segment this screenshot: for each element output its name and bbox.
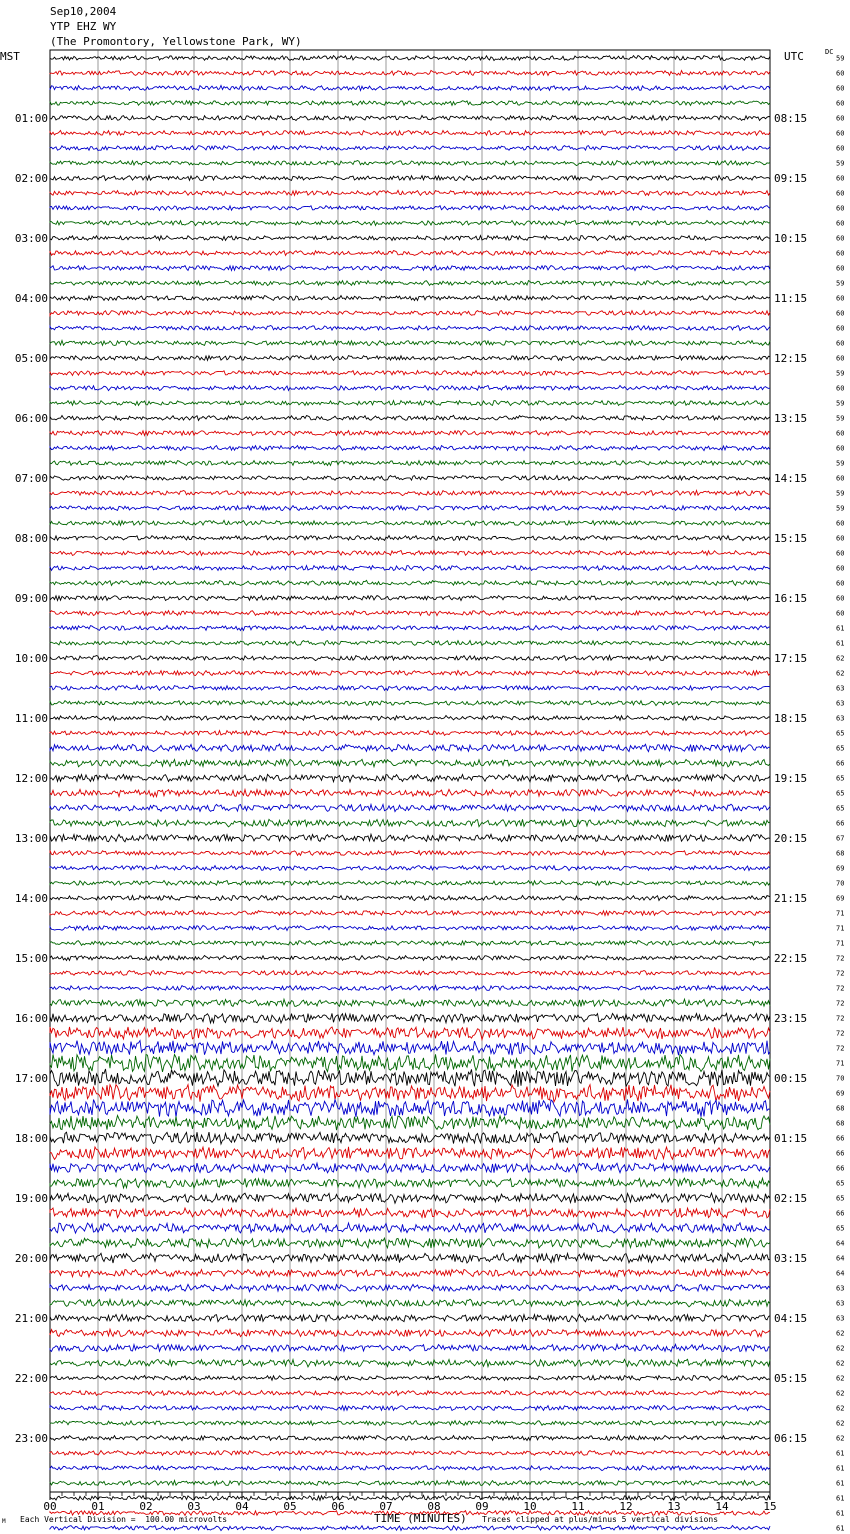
dc-value: 69 [836,1089,845,1098]
dc-value: 60 [836,174,845,183]
x-tick-label: 14 [715,1500,729,1513]
trace-line [50,190,770,195]
dc-value: 60 [836,99,845,108]
trace-line [50,910,770,915]
utc-hour-label: 06:15 [774,1432,808,1445]
dc-value: 63 [836,1314,845,1323]
dc-value: 66 [836,1149,845,1158]
trace-line [50,1178,770,1188]
trace-line [50,446,770,451]
dc-value: 59 [836,54,845,63]
footer-mark: M [2,1518,6,1525]
mst-hour-label: 23:00 [14,1432,48,1445]
trace-line [50,1054,770,1072]
trace-line [50,1132,770,1144]
dc-value: 63 [836,1299,845,1308]
utc-hour-label: 04:15 [774,1312,808,1325]
trace-line [50,536,770,541]
dc-value: 67 [836,834,845,843]
utc-hour-label: 00:15 [774,1072,808,1085]
date-label: Sep10,2004 [50,5,117,18]
dc-value: 65 [836,1224,845,1233]
trace-line [50,236,770,241]
mst-hour-label: 20:00 [14,1252,48,1265]
mst-hour-label: 11:00 [14,712,48,725]
dc-value: 64 [836,1269,845,1278]
utc-hour-label: 14:15 [774,472,808,485]
x-tick-label: 01 [91,1500,105,1513]
trace-line [50,1193,770,1203]
utc-hour-label: 11:15 [774,292,808,305]
mst-hour-label: 02:00 [14,172,48,185]
mst-hour-label: 08:00 [14,532,48,545]
dc-value: 65 [836,804,845,813]
dc-value: 62 [836,1389,845,1398]
dc-value: 59 [836,414,845,423]
trace-line [50,70,770,75]
dc-value: 63 [836,714,845,723]
x-tick-label: 08 [427,1500,441,1513]
mst-hour-label: 04:00 [14,292,48,305]
dc-value: 72 [836,954,845,963]
trace-line [50,866,770,871]
mst-hour-label: 19:00 [14,1192,48,1205]
trace-line [50,326,770,331]
trace-line [50,716,770,721]
trace-line [50,1269,770,1277]
trace-line [50,1238,770,1248]
trace-line [50,1253,770,1263]
trace-line [50,671,770,676]
utc-hour-label: 09:15 [774,172,808,185]
utc-hour-label: 23:15 [774,1012,808,1025]
x-tick-label: 03 [187,1500,201,1513]
trace-line [50,834,770,842]
mst-hour-label: 16:00 [14,1012,48,1025]
trace-line [50,701,770,706]
dc-value: 72 [836,1014,845,1023]
dc-value: 64 [836,1239,845,1248]
utc-hour-label: 12:15 [774,352,808,365]
trace-line [50,656,770,661]
dc-value: 62 [836,669,845,678]
trace-line [50,1344,770,1351]
mst-hour-label: 17:00 [14,1072,48,1085]
dc-value: 61 [836,624,845,633]
dc-value: 60 [836,204,845,213]
utc-hour-label: 08:15 [774,112,808,125]
dc-value: 63 [836,699,845,708]
trace-line [50,804,770,811]
scale-note: Each Vertical Division = 100.00 microvolts [20,1515,228,1524]
dc-value: 60 [836,429,845,438]
dc-value: 63 [836,684,845,693]
station-label: YTP EHZ WY [50,20,117,33]
trace-line [50,86,770,91]
dc-value: 63 [836,1284,845,1293]
trace-line [50,1436,770,1441]
dc-value: 60 [836,249,845,258]
trace-line [50,1100,770,1118]
dc-value: 62 [836,1359,845,1368]
trace-line [50,206,770,211]
x-tick-label: 07 [379,1500,393,1513]
utc-hour-label: 03:15 [774,1252,808,1265]
trace-line [50,850,770,855]
x-tick-label: 15 [763,1500,777,1513]
dc-value: 59 [836,159,845,168]
trace-line [50,56,770,61]
dc-value: 60 [836,549,845,558]
trace-line [50,341,770,346]
dc-value: 71 [836,1059,845,1068]
x-tick-label: 00 [43,1500,57,1513]
utc-hour-label: 01:15 [774,1132,808,1145]
dc-value: 66 [836,1134,845,1143]
utc-axis-label: UTC [784,50,804,63]
x-axis-label: TIME (MINUTES) [374,1512,467,1525]
dc-value: 69 [836,864,845,873]
trace-line [50,641,770,646]
trace-line [50,956,770,961]
x-tick-label: 02 [139,1500,153,1513]
trace-line [50,491,770,496]
dc-value: 60 [836,129,845,138]
dc-value: 60 [836,294,845,303]
trace-line [50,506,770,511]
trace-line [50,520,770,525]
trace-line [50,161,770,166]
dc-value: 60 [836,564,845,573]
trace-line [50,611,770,616]
trace-line [50,744,770,752]
utc-hour-label: 21:15 [774,892,808,905]
utc-hour-label: 10:15 [774,232,808,245]
trace-line [50,1284,770,1291]
trace-line [50,281,770,286]
trace-line [50,1163,770,1173]
mst-hour-label: 01:00 [14,112,48,125]
trace-line [50,1013,770,1023]
dc-value: 65 [836,774,845,783]
dc-value: 62 [836,1404,845,1413]
trace-line [50,476,770,481]
trace-line [50,596,770,601]
dc-value: 60 [836,609,845,618]
trace-line [50,1223,770,1233]
dc-value: 61 [836,1449,845,1458]
dc-value: 60 [836,354,845,363]
dc-value: 66 [836,1164,845,1173]
trace-line [50,986,770,991]
dc-value: 65 [836,744,845,753]
trace-line [50,1115,770,1130]
dc-value: 59 [836,504,845,513]
dc-value: 60 [836,234,845,243]
utc-hour-label: 15:15 [774,532,808,545]
trace-line [50,1495,770,1500]
dc-value: 68 [836,849,845,858]
dc-value: 61 [836,1509,845,1518]
trace-line [50,431,770,436]
utc-hour-label: 16:15 [774,592,808,605]
trace-line [50,1299,770,1307]
dc-value: 62 [836,1419,845,1428]
utc-hour-label: 20:15 [774,832,808,845]
dc-value: 60 [836,579,845,588]
dc-value: 68 [836,1104,845,1113]
trace-line [50,1421,770,1426]
trace-line [50,759,770,766]
trace-line [50,580,770,585]
dc-value: 60 [836,444,845,453]
trace-line [50,685,770,690]
mst-hour-label: 06:00 [14,412,48,425]
trace-line [50,1406,770,1411]
trace-line [50,1329,770,1336]
x-tick-label: 04 [235,1500,249,1513]
trace-line [50,401,770,406]
mst-hour-label: 13:00 [14,832,48,845]
trace-line [50,1526,770,1531]
dc-value: 60 [836,339,845,348]
trace-line [50,941,770,946]
dc-value: 60 [836,84,845,93]
dc-value: 59 [836,459,845,468]
trace-line [50,731,770,736]
trace-line [50,146,770,151]
dc-value: 60 [836,144,845,153]
x-tick-label: 13 [667,1500,681,1513]
dc-value: 69 [836,894,845,903]
trace-line [50,131,770,136]
mst-hour-label: 05:00 [14,352,48,365]
trace-line [50,266,770,271]
dc-value: 62 [836,1329,845,1338]
mst-hour-label: 18:00 [14,1132,48,1145]
mst-hour-label: 09:00 [14,592,48,605]
dc-value: 72 [836,984,845,993]
utc-hour-label: 18:15 [774,712,808,725]
dc-value: 60 [836,219,845,228]
utc-hour-label: 05:15 [774,1372,808,1385]
x-tick-label: 06 [331,1500,345,1513]
mst-hour-label: 22:00 [14,1372,48,1385]
trace-line [50,296,770,301]
trace-line [50,566,770,571]
trace-line [50,221,770,226]
dc-value: 66 [836,759,845,768]
trace-line [50,250,770,255]
trace-line [50,971,770,976]
dc-value: 59 [836,369,845,378]
x-tick-label: 09 [475,1500,489,1513]
trace-line [50,999,770,1006]
dc-value: 60 [836,534,845,543]
trace-line [50,819,770,827]
dc-value: 72 [836,969,845,978]
trace-line [50,116,770,121]
dc-value: 65 [836,789,845,798]
dc-value: 60 [836,114,845,123]
trace-line [50,1085,770,1102]
trace-line [50,1069,770,1087]
dc-value: 61 [836,1479,845,1488]
dc-value: 65 [836,1194,845,1203]
mst-hour-label: 21:00 [14,1312,48,1325]
trace-line [50,1314,770,1322]
dc-value: 70 [836,879,845,888]
location-label: (The Promontory, Yellowstone Park, WY) [50,35,302,48]
dc-value: 60 [836,474,845,483]
x-tick-label: 12 [619,1500,633,1513]
clip-note: Traces clipped at plus/minus 5 vertical divisions [482,1515,719,1524]
mst-hour-label: 10:00 [14,652,48,665]
dc-value: 71 [836,924,845,933]
utc-hour-label: 22:15 [774,952,808,965]
dc-value: 66 [836,819,845,828]
trace-line [50,626,770,631]
mst-hour-label: 03:00 [14,232,48,245]
trace-line [50,176,770,181]
dc-value: 72 [836,1029,845,1038]
dc-value: 62 [836,1344,845,1353]
mst-axis-label: MST [0,50,20,63]
trace-line [50,1376,770,1381]
trace-line [50,1208,770,1218]
trace-line [50,1041,770,1056]
trace-line [50,386,770,391]
trace-line [50,881,770,886]
trace-line [50,926,770,931]
dc-value: 60 [836,384,845,393]
dc-value: 60 [836,189,845,198]
dc-value: 62 [836,1434,845,1443]
dc-label: DC [825,48,834,56]
trace-line [50,415,770,420]
dc-value: 61 [836,1494,845,1503]
dc-value: 61 [836,1524,845,1533]
utc-hour-label: 19:15 [774,772,808,785]
mst-hour-label: 14:00 [14,892,48,905]
utc-hour-label: 17:15 [774,652,808,665]
x-tick-label: 10 [523,1500,537,1513]
dc-value: 61 [836,1464,845,1473]
dc-value: 60 [836,594,845,603]
trace-line [50,789,770,797]
trace-line [50,1451,770,1456]
dc-value: 59 [836,399,845,408]
trace-line [50,311,770,316]
dc-value: 61 [836,639,845,648]
trace-line [50,1466,770,1471]
trace-line [50,774,770,782]
dc-value: 62 [836,654,845,663]
trace-line [50,1390,770,1395]
trace-line [50,371,770,376]
dc-value: 70 [836,1074,845,1083]
dc-value: 64 [836,1254,845,1263]
trace-line [50,461,770,466]
dc-value: 62 [836,1374,845,1383]
dc-value: 60 [836,519,845,528]
mst-hour-label: 07:00 [14,472,48,485]
dc-value: 72 [836,999,845,1008]
dc-value: 71 [836,909,845,918]
dc-value: 60 [836,324,845,333]
trace-line [50,896,770,901]
utc-hour-label: 02:15 [774,1192,808,1205]
trace-line [50,1359,770,1367]
x-tick-label: 05 [283,1500,297,1513]
dc-value: 65 [836,729,845,738]
x-tick-label: 11 [571,1500,585,1513]
trace-line [50,355,770,360]
dc-value: 65 [836,1179,845,1188]
dc-value: 60 [836,264,845,273]
utc-hour-label: 13:15 [774,412,808,425]
trace-line [50,1147,770,1160]
dc-value: 60 [836,309,845,318]
trace-line [50,551,770,556]
dc-value: 72 [836,1044,845,1053]
dc-value: 66 [836,1209,845,1218]
trace-line [50,1481,770,1486]
dc-value: 59 [836,489,845,498]
trace-line [50,1027,770,1040]
dc-value: 60 [836,69,845,78]
dc-value: 68 [836,1119,845,1128]
mst-hour-label: 12:00 [14,772,48,785]
trace-line [50,101,770,106]
dc-value: 71 [836,939,845,948]
mst-hour-label: 15:00 [14,952,48,965]
dc-value: 59 [836,279,845,288]
